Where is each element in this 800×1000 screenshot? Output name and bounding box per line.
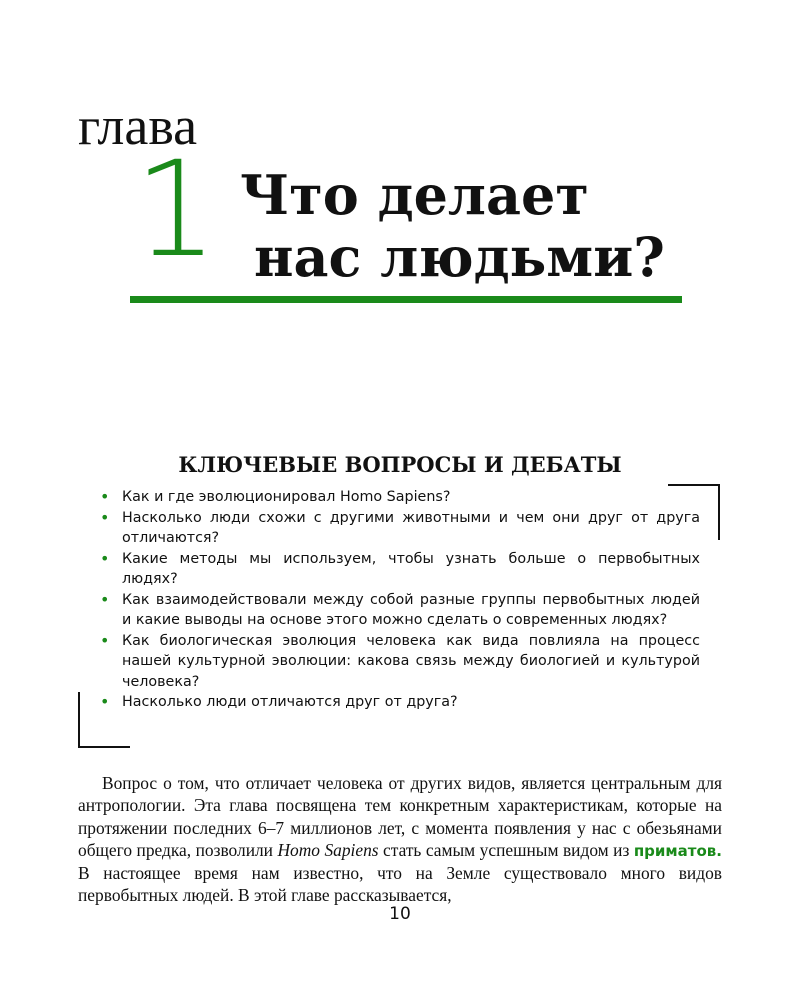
chapter-title-line-2: нас людьми? xyxy=(254,225,665,289)
bullet-icon: • xyxy=(100,507,110,527)
bullet-icon: • xyxy=(100,548,110,568)
list-item xyxy=(100,590,700,631)
question-text: Какие методы мы используем, чтобы узнать больше о первобытных людях? xyxy=(122,550,700,587)
list-item xyxy=(100,487,700,508)
bullet-icon: • xyxy=(100,589,110,609)
list-item xyxy=(100,508,700,549)
question-text: Как и где эволюционировал Homo Sapiens? xyxy=(122,489,451,505)
chapter-title-line-1: Что делает xyxy=(240,163,589,227)
body-text-part-2: стать самым успешным видом из xyxy=(378,839,634,860)
chapter-label: глава xyxy=(78,96,198,156)
key-questions-heading: КЛЮЧЕВЫЕ ВОПРОСЫ И ДЕБАТЫ xyxy=(178,452,622,477)
bullet-icon: • xyxy=(100,630,110,650)
body-text-part-3: В настоящее время нам известно, что на Земле существовало много видов первобытных людей. В этой главе рассказывается, xyxy=(78,863,722,906)
bullet-icon: • xyxy=(100,692,110,711)
body-text-part-1: Вопрос о том, что отличает человека от других видов, является центральным для антропологии. Эта глава посвящена тем конкретным характеристикам, которые на протяжении последних 6–7 миллионов лет, с момента появления у нас с обезьянами общего предка, позволили xyxy=(78,773,722,860)
list-item xyxy=(100,631,700,693)
body-paragraph xyxy=(78,772,722,907)
question-text: Насколько люди отличаются друг от друга? xyxy=(122,694,458,710)
question-text: Как взаимодействовали между собой разные группы первобытных людей и какие выводы на основе этого можно сделать о современных людях? xyxy=(122,591,700,628)
question-text: Насколько люди схожи с другими животными и чем они друг от друга отличаются? xyxy=(122,509,700,546)
page-number: 10 xyxy=(389,904,411,924)
list-item xyxy=(100,549,700,590)
question-text: Как биологическая эволюция человека как вида повлияла на процесс нашей культурной эволюции: какова связь между биологией и культурой человека? xyxy=(122,632,700,690)
species-name-italic: Homo Sapiens xyxy=(277,839,379,860)
chapter-number: 1 xyxy=(134,133,218,287)
bullet-icon: • xyxy=(100,487,110,506)
key-questions-list xyxy=(100,487,700,713)
title-underline-divider xyxy=(130,296,682,303)
glossary-term-primates[interactable]: приматов. xyxy=(633,841,722,860)
list-item xyxy=(100,692,700,713)
